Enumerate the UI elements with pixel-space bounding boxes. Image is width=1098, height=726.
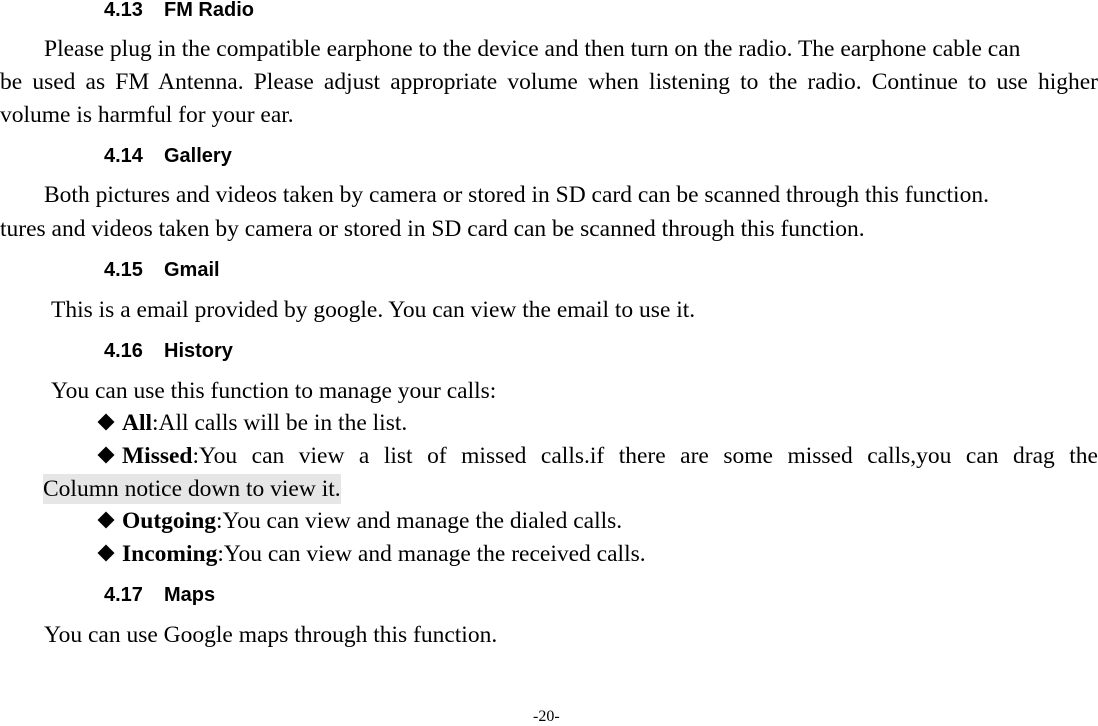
gallery-line-2: tures and videos taken by camera or stored in SD card can be scanned through this function. (0, 216, 865, 242)
list-item-continuation: Column notice down to view it. (43, 476, 341, 502)
section-title: Gmail (164, 259, 220, 281)
diamond-bullet-icon (98, 545, 115, 562)
history-intro: You can use this function to manage your calls: (51, 378, 497, 404)
section-number: 4.13 (104, 0, 143, 21)
gmail-text: This is a email provided by google. You can view the email to use it. (51, 297, 696, 323)
list-item-term: Incoming (122, 541, 218, 567)
list-item-term: Missed (122, 443, 193, 469)
gallery-line-1: Both pictures and videos taken by camera or stored in SD card can be scanned through this function. (44, 182, 989, 208)
list-item-desc: :You can view a list of missed calls.if there are some missed calls,you can drag the (192, 443, 1098, 469)
fm-radio-line-2: be used as FM Antenna. Please adjust appropriate volume when listening to the radio. Continue to use higher (0, 69, 1098, 95)
section-heading-maps (104, 583, 215, 607)
diamond-bullet-icon (98, 414, 115, 431)
section-title: Gallery (164, 145, 232, 167)
list-item-desc: :All calls will be in the list. (152, 410, 408, 436)
list-item (100, 408, 407, 438)
list-item-term: Outgoing (122, 508, 217, 534)
fm-radio-line-1: Please plug in the compatible earphone to the device and then turn on the radio. The earphone cable can (44, 36, 1021, 62)
section-number: 4.14 (104, 145, 143, 167)
list-item-desc: :You can view and manage the received calls. (217, 541, 646, 567)
section-number: 4.15 (104, 259, 143, 281)
list-item-desc: :You can view and manage the dialed calls. (216, 508, 623, 534)
fm-radio-line-3: volume is harmful for your ear. (0, 102, 294, 128)
maps-text: You can use Google maps through this function. (44, 622, 498, 648)
section-title: Maps (164, 584, 216, 606)
list-item (100, 539, 646, 569)
list-item (100, 441, 1098, 471)
section-number: 4.17 (104, 584, 143, 606)
diamond-bullet-icon (98, 447, 115, 464)
section-title: FM Radio (164, 0, 254, 21)
page-number: -20- (533, 708, 560, 725)
section-heading-history (104, 339, 233, 363)
section-title: History (164, 340, 233, 362)
list-item-term: All (122, 410, 153, 436)
diamond-bullet-icon (98, 512, 115, 529)
section-heading-fm-radio (104, 0, 254, 22)
section-heading-gallery (104, 144, 232, 168)
section-heading-gmail (104, 258, 220, 282)
section-number: 4.16 (104, 340, 143, 362)
list-item (100, 506, 622, 536)
